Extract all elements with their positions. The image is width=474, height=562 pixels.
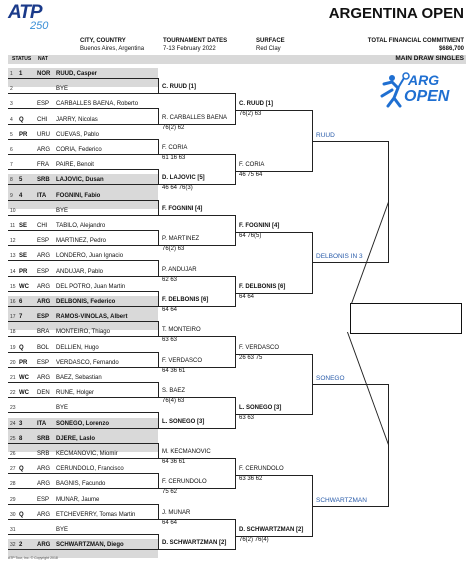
draw-position: 10	[10, 207, 16, 214]
draw-position: 9	[10, 192, 13, 199]
draw-line	[235, 232, 312, 233]
player-name[interactable]: BAGNIS, Facundo	[56, 481, 106, 488]
draw-position: 12	[10, 238, 16, 245]
draw-type-label: MAIN DRAW SINGLES	[395, 55, 464, 62]
bracket-connector	[158, 230, 159, 246]
draw-position: 7	[10, 162, 13, 169]
round2-player[interactable]: M. KECMANOVIC	[162, 449, 211, 455]
draw-line	[312, 384, 388, 385]
draw-line	[158, 367, 235, 368]
player-name[interactable]: FOGNINI, Fabio	[56, 192, 101, 199]
round2-score: 64 64	[239, 293, 255, 300]
player-name[interactable]: DJERE, Laslo	[56, 435, 96, 442]
round1-score: 62 63	[162, 276, 178, 283]
player-name[interactable]: RUUD, Casper	[56, 71, 98, 77]
bracket-connector	[158, 412, 159, 428]
round2-player[interactable]: P. MARTINEZ	[162, 236, 200, 243]
round2-score: 76(2) 63	[239, 111, 262, 118]
draw-line	[158, 458, 235, 459]
player-seed: Q	[19, 116, 24, 123]
draw-position: 24	[10, 420, 16, 427]
player-name[interactable]: SCHWARTZMAN, Diego	[56, 542, 124, 549]
draw-line	[8, 519, 158, 520]
player-name[interactable]: CORIA, Federico	[56, 147, 102, 153]
draw-line	[8, 336, 158, 337]
round2-player[interactable]: F. CORIA	[162, 145, 188, 151]
atp-logo-sub: 250	[30, 20, 49, 32]
round1-score: 76(2) 63	[162, 246, 185, 253]
draw-line	[8, 352, 158, 353]
player-nationality: CHI	[37, 116, 48, 123]
player-nationality: SRB	[37, 451, 50, 457]
player-nationality: NOR	[37, 71, 51, 77]
bracket-connector	[158, 200, 159, 216]
draw-line	[235, 110, 312, 111]
bracket-connector	[158, 534, 159, 550]
draw-line	[158, 549, 235, 550]
round2-score: 63 36 62	[239, 476, 263, 483]
draw-line	[8, 184, 158, 185]
player-nationality: SRB	[37, 435, 50, 442]
surface-value: Red Clay	[256, 46, 281, 52]
player-seed: WC	[19, 283, 29, 290]
tournament-title: ARGENTINA OPEN	[328, 5, 464, 22]
player-name[interactable]: MONTEIRO, Thiago	[56, 329, 110, 336]
round2-player[interactable]: F. VERDASCO	[162, 357, 203, 364]
round1-score: 61 16 63	[162, 155, 186, 161]
round1-score: 64 64	[162, 519, 178, 526]
draw-line	[235, 171, 312, 172]
draw-line	[158, 215, 235, 216]
quarterfinal-player[interactable]: F. FOGNINI [4]	[239, 223, 280, 229]
player-name[interactable]: BYE	[56, 527, 69, 533]
draw-position: 27	[10, 466, 16, 473]
draw-line	[158, 397, 235, 398]
surface-label: SURFACE	[256, 38, 285, 44]
player-seed: WC	[19, 390, 29, 397]
draw-line	[235, 354, 312, 355]
dates-label: TOURNAMENT DATES	[163, 38, 228, 44]
player-nationality: ARG	[37, 299, 51, 305]
quarterfinal-player[interactable]: D. SCHWARTZMAN [2]	[239, 527, 304, 533]
final-connector	[351, 202, 389, 303]
bracket-connector	[158, 443, 159, 459]
draw-position: 25	[10, 435, 16, 442]
round1-score: 63 63	[162, 337, 178, 344]
bracket-connector	[158, 504, 159, 520]
player-seed: Q	[19, 344, 24, 351]
player-nationality: ESP	[37, 101, 50, 108]
draw-line	[235, 475, 312, 476]
draw-line	[312, 506, 388, 507]
draw-line	[8, 549, 158, 550]
player-seed: Q	[19, 511, 24, 518]
player-name[interactable]: ETCHEVERRY, Tomas Martin	[56, 511, 136, 518]
final-connector	[347, 332, 389, 445]
draw-line	[8, 473, 158, 474]
quarterfinal-player[interactable]: L. SONEGO [3]	[239, 405, 282, 412]
draw-line	[8, 488, 158, 489]
draw-line	[8, 276, 158, 277]
draw-line	[8, 230, 158, 231]
bracket-connector	[235, 336, 236, 367]
round1-score: 64 36 61	[162, 367, 186, 374]
draw-line	[235, 293, 312, 294]
player-name[interactable]: CARBALLES BAENA, Roberto	[56, 101, 139, 108]
round2-score: 64 76(5)	[239, 233, 262, 239]
player-nationality: ARG	[37, 481, 51, 488]
copyright-footnote: ATP Tour, Inc. © Copyright 2018	[8, 556, 58, 560]
player-name[interactable]: VERDASCO, Fernando	[56, 359, 119, 366]
draw-position: 22	[10, 390, 16, 397]
player-name[interactable]: ANDUJAR, Pablo	[56, 268, 104, 275]
round2-score: 63 63	[239, 415, 255, 422]
semifinal-player[interactable]: SONEGO	[316, 375, 345, 382]
draw-line	[8, 139, 158, 140]
bracket-connector	[158, 260, 159, 276]
round1-score: 46 64 76(3)	[162, 185, 193, 192]
player-seed: PR	[19, 359, 28, 366]
round1-score: 64 36 61	[162, 459, 186, 465]
player-nationality: ARG	[37, 253, 51, 260]
commitment-label: TOTAL FINANCIAL COMMITMENT	[367, 38, 464, 44]
player-seed: Q	[19, 466, 24, 473]
player-nationality: ITA	[37, 192, 47, 199]
round1-score: 76(2) 62	[162, 124, 185, 131]
player-name[interactable]: BAEZ, Sebastian	[56, 375, 102, 381]
player-nationality: ARG	[37, 147, 51, 153]
draw-position: 18	[10, 329, 16, 336]
nat-column-header: NAT	[38, 56, 48, 62]
draw-position: 8	[10, 177, 13, 184]
draw-position: 15	[10, 283, 16, 290]
player-name[interactable]: LAJOVIC, Dusan	[56, 177, 104, 184]
bracket-connector	[158, 169, 159, 185]
draw-position: 11	[10, 223, 16, 229]
player-name[interactable]: MARTINEZ, Pedro	[56, 238, 106, 245]
round2-player[interactable]: L. SONEGO [3]	[162, 418, 205, 425]
draw-line	[8, 321, 158, 322]
draw-line	[8, 291, 158, 292]
draw-position: 30	[10, 511, 16, 518]
bracket-connector	[158, 321, 159, 337]
quarterfinal-player[interactable]: F. DELBONIS [6]	[239, 283, 286, 290]
draw-line	[8, 78, 158, 79]
player-name[interactable]: RAMOS-VINOLAS, Albert	[56, 314, 128, 321]
round2-player[interactable]: D. SCHWARTZMAN [2]	[162, 540, 227, 547]
round2-player[interactable]: F. FOGNINI [4]	[162, 205, 203, 212]
player-name[interactable]: DELLIEN, Hugo	[56, 344, 99, 351]
player-nationality: BRA	[37, 329, 50, 336]
draw-line	[8, 93, 158, 94]
player-nationality: ITA	[37, 420, 47, 427]
draw-line	[8, 200, 158, 201]
draw-position: 29	[10, 496, 16, 503]
draw-line	[158, 276, 235, 277]
player-nationality: ESP	[37, 496, 50, 503]
bracket-connector	[158, 382, 159, 398]
player-seed: PR	[19, 268, 28, 275]
draw-line	[312, 262, 388, 263]
bracket-connector	[158, 473, 159, 489]
player-nationality: FRA	[37, 162, 49, 169]
draw-line	[8, 458, 158, 459]
draw-position: 26	[10, 451, 16, 457]
round2-player[interactable]: J. MUNAR	[162, 509, 191, 516]
player-nationality: SRB	[37, 177, 50, 184]
draw-position: 4	[10, 116, 13, 123]
draw-line	[235, 414, 312, 415]
round1-score: 76(4) 63	[162, 398, 185, 405]
round2-player[interactable]: F. DELBONIS [6]	[162, 297, 209, 303]
player-seed: SE	[19, 223, 28, 229]
semifinal-player[interactable]: SCHWARTZMAN	[316, 496, 367, 504]
bracket-connector	[235, 276, 236, 307]
player-nationality: ESP	[37, 268, 50, 275]
draw-line	[158, 306, 235, 307]
player-seed: 8	[19, 435, 23, 442]
commitment-value: $686,700	[438, 46, 464, 52]
draw-line	[158, 184, 235, 185]
player-name[interactable]: LONDERO, Juan Ignacio	[56, 253, 124, 260]
player-name[interactable]: PAIRE, Benoit	[56, 162, 94, 169]
brand-logo-line1: ARG	[408, 72, 440, 88]
quarterfinal-player[interactable]: C. RUUD [1]	[239, 101, 273, 108]
player-name[interactable]: MUNAR, Jaume	[56, 496, 100, 503]
semifinal-player[interactable]: DELBONIS IN 3	[316, 253, 363, 261]
player-name[interactable]: DEL POTRO, Juan Martin	[56, 283, 126, 290]
quarterfinal-player[interactable]: F. VERDASCO	[239, 344, 280, 351]
round1-score: 64 64	[162, 307, 178, 313]
player-seed: WC	[19, 375, 29, 381]
player-name[interactable]: CERUNDOLO, Francisco	[56, 466, 124, 473]
draw-position: 20	[10, 359, 16, 366]
round2-player[interactable]: T. MONTEIRO	[162, 327, 201, 334]
draw-line	[158, 519, 235, 520]
atp-logo-text: ATP	[8, 2, 42, 23]
player-nationality: ARG	[37, 542, 51, 549]
draw-position: 2	[10, 86, 13, 93]
player-nationality: ARG	[37, 283, 51, 290]
player-name[interactable]: BYE	[56, 405, 69, 412]
player-nationality: URU	[37, 131, 50, 138]
player-seed: 7	[19, 314, 23, 321]
draw-position: 13	[10, 253, 16, 260]
draw-line	[8, 382, 158, 383]
round2-player[interactable]: F. CERUNDOLO	[162, 479, 207, 486]
city-value: Buenos Aires, Argentina	[80, 46, 145, 52]
draw-line	[8, 534, 158, 535]
draw-line	[158, 428, 235, 429]
player-nationality: ESP	[37, 359, 50, 366]
draw-line	[8, 154, 158, 155]
draw-position: 23	[10, 405, 16, 412]
draw-position: 5	[10, 131, 13, 138]
round2-player[interactable]: P. ANDUJAR	[162, 266, 197, 273]
argentina-open-logo	[378, 70, 463, 115]
draw-line	[8, 260, 158, 261]
draw-position: 31	[10, 527, 16, 533]
player-name[interactable]: CUEVAS, Pablo	[56, 131, 99, 138]
player-seed: 1	[19, 71, 23, 77]
player-name[interactable]: RUNE, Holger	[56, 390, 95, 397]
player-name[interactable]: TABILO, Alejandro	[56, 223, 106, 229]
draw-position: 1	[10, 71, 13, 77]
player-nationality: ARG	[37, 375, 51, 381]
player-name[interactable]: BYE	[56, 86, 69, 93]
player-name[interactable]: JARRY, Nicolas	[56, 116, 98, 123]
round2-player[interactable]: C. RUUD [1]	[162, 84, 196, 91]
player-name[interactable]: DELBONIS, Federico	[56, 299, 116, 305]
round1-score: 75 62	[162, 489, 178, 496]
round2-player[interactable]: D. LAJOVIC [5]	[162, 175, 205, 182]
bracket-connector	[158, 139, 159, 155]
draw-line	[8, 367, 158, 368]
bracket-connector	[158, 352, 159, 368]
draw-position: 28	[10, 481, 16, 488]
player-nationality: ARG	[37, 511, 51, 518]
round2-player[interactable]: R. CARBALLES BAENA	[162, 114, 228, 121]
bracket-connector	[235, 154, 236, 185]
draw-line	[8, 504, 158, 505]
round2-score: 26 63 75	[239, 354, 263, 361]
draw-line	[8, 124, 158, 125]
quarterfinal-player[interactable]: F. CORIA	[239, 162, 265, 169]
player-name[interactable]: KECMANOVIC, Miomir	[56, 451, 118, 457]
bracket-connector	[235, 519, 236, 550]
city-label: CITY, COUNTRY	[80, 38, 126, 44]
player-seed: 6	[19, 299, 23, 305]
draw-line	[8, 245, 158, 246]
draw-line	[158, 154, 235, 155]
bracket-connector	[235, 397, 236, 428]
draw-line	[8, 412, 158, 413]
player-name[interactable]: BYE	[56, 207, 69, 214]
draw-line	[8, 428, 158, 429]
player-seed: 4	[19, 192, 23, 199]
semifinal-player[interactable]: RUUD	[316, 131, 335, 139]
draw-line	[312, 141, 388, 142]
draw-line	[158, 93, 235, 94]
draw-line	[8, 215, 158, 216]
draw-line	[8, 397, 158, 398]
round2-player[interactable]: S. BAEZ	[162, 388, 186, 395]
round2-score: 76(2) 76(4)	[239, 537, 269, 543]
bracket-connector	[235, 458, 236, 489]
draw-line	[8, 108, 158, 109]
bracket-connector	[235, 93, 236, 124]
draw-line	[235, 536, 312, 537]
player-seed: 2	[19, 542, 23, 549]
draw-line	[158, 245, 235, 246]
player-nationality: CHI	[37, 223, 48, 229]
draw-position: 6	[10, 147, 13, 153]
bracket-connector	[158, 108, 159, 124]
bracket-connector	[388, 384, 389, 507]
player-seed: PR	[19, 131, 28, 138]
atp-250-logo	[8, 2, 58, 32]
champion-box	[350, 303, 462, 334]
draw-line	[158, 336, 235, 337]
bracket-connector	[158, 78, 159, 94]
player-nationality: ESP	[37, 314, 50, 321]
quarterfinal-player[interactable]: F. CERUNDOLO	[239, 466, 284, 473]
draw-position: 21	[10, 375, 16, 381]
dates-value: 7-13 February 2022	[163, 46, 216, 52]
draw-position: 16	[10, 299, 16, 305]
brand-logo-line2: OPEN	[404, 88, 450, 105]
status-column-header: STATUS	[12, 56, 32, 62]
player-seed: 5	[19, 177, 23, 184]
draw-position: 32	[10, 542, 16, 549]
player-nationality: DEN	[37, 390, 50, 397]
draw-line	[158, 488, 235, 489]
player-nationality: ARG	[37, 466, 51, 473]
draw-line	[8, 443, 158, 444]
draw-position: 14	[10, 268, 16, 275]
player-nationality: ESP	[37, 238, 50, 245]
player-seed: 3	[19, 420, 23, 427]
bracket-connector	[235, 215, 236, 246]
draw-position: 19	[10, 344, 16, 351]
player-nationality: BOL	[37, 344, 50, 351]
draw-line	[8, 306, 158, 307]
draw-position: 17	[10, 314, 16, 321]
player-name[interactable]: SONEGO, Lorenzo	[56, 420, 110, 427]
round2-score: 46 75 64	[239, 172, 263, 179]
draw-line	[158, 124, 235, 125]
draw-position: 3	[10, 101, 13, 108]
draw-line	[8, 169, 158, 170]
player-seed: SE	[19, 253, 28, 260]
bracket-connector	[158, 291, 159, 307]
